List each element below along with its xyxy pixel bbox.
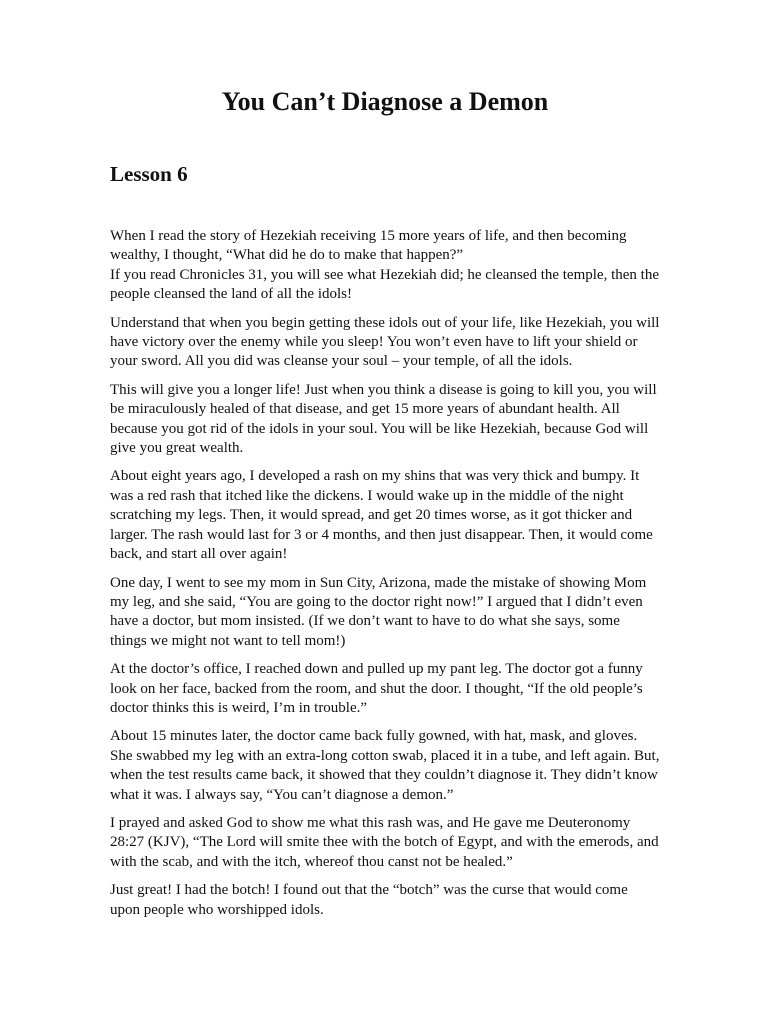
paragraph-6: One day, I went to see my mom in Sun City, Arizona, made the mistake of showing Mom my leg, and she said, “You are going to the doctor right now!” I argued that I didn’t even have a doctor, but mom insisted. (If we don’t want to have to do what she says, some things we might not want to tell mom!) — [110, 574, 647, 649]
document-body — [110, 227, 660, 929]
document-title: You Can’t Diagnose a Demon — [221, 87, 549, 116]
paragraph-4: This will give you a longer life! Just when you think a disease is going to kill you, you will be miraculously healed of that disease, and get 15 more years of abundant health. All because you got rid of the idols in your soul. You will be like Hezekiah, because God will give you great wealth. — [110, 381, 657, 457]
paragraph-1: When I read the story of Hezekiah receiving 15 more years of life, and then becoming wealthy, I thought, “What did he do to make that happen?” — [110, 228, 627, 264]
paragraph-3: Understand that when you begin getting these idols out of your life, like Hezekiah, you will have victory over the enemy while you sleep! You won’t even have to lift your shield or your sword. All you did was cleanse your soul – your temple, of all the idols. — [110, 314, 660, 370]
paragraph-5: About eight years ago, I developed a rash on my shins that was very thick and bumpy. It was a red rash that itched like the dickens. I would wake up in the middle of the night scratching my legs. Then, it would spread, and get 20 times worse, as it got thicker and larger. The rash would last for 3 or 4 months, and then just disappear. Then, it would come back, and start all over again! — [110, 468, 653, 563]
paragraph-2: If you read Chronicles 31, you will see what Hezekiah did; he cleansed the temple, then the people cleansed the land of all the idols! — [110, 266, 659, 303]
paragraph-10: Just great! I had the botch! I found out that the “botch” was the curse that would come upon people who worshipped idols. — [110, 882, 628, 918]
paragraph-9: I prayed and asked God to show me what this rash was, and He gave me Deuteronomy 28:27 (KJV), “The Lord will smite thee with the botch of Egypt, and with the emerods, and with the scab, and with the itch, whereof thou canst not be healed.” — [110, 814, 659, 870]
paragraph-8: About 15 minutes later, the doctor came back fully gowned, with hat, mask, and gloves. She swabbed my leg with an extra-long cotton swab, placed it in a tube, and left again. But, when the test results came back, it showed that they couldn’t diagnose it. They didn’t know what it was. I always say, “You can’t diagnose a demon.” — [110, 728, 660, 803]
paragraph-7: At the doctor’s office, I reached down and pulled up my pant leg. The doctor got a funny look on her face, backed from the room, and shut the door. I thought, “If the old people’s doctor thinks this is weird, I’m in trouble.” — [110, 661, 643, 716]
lesson-heading: Lesson 6 — [110, 162, 188, 186]
